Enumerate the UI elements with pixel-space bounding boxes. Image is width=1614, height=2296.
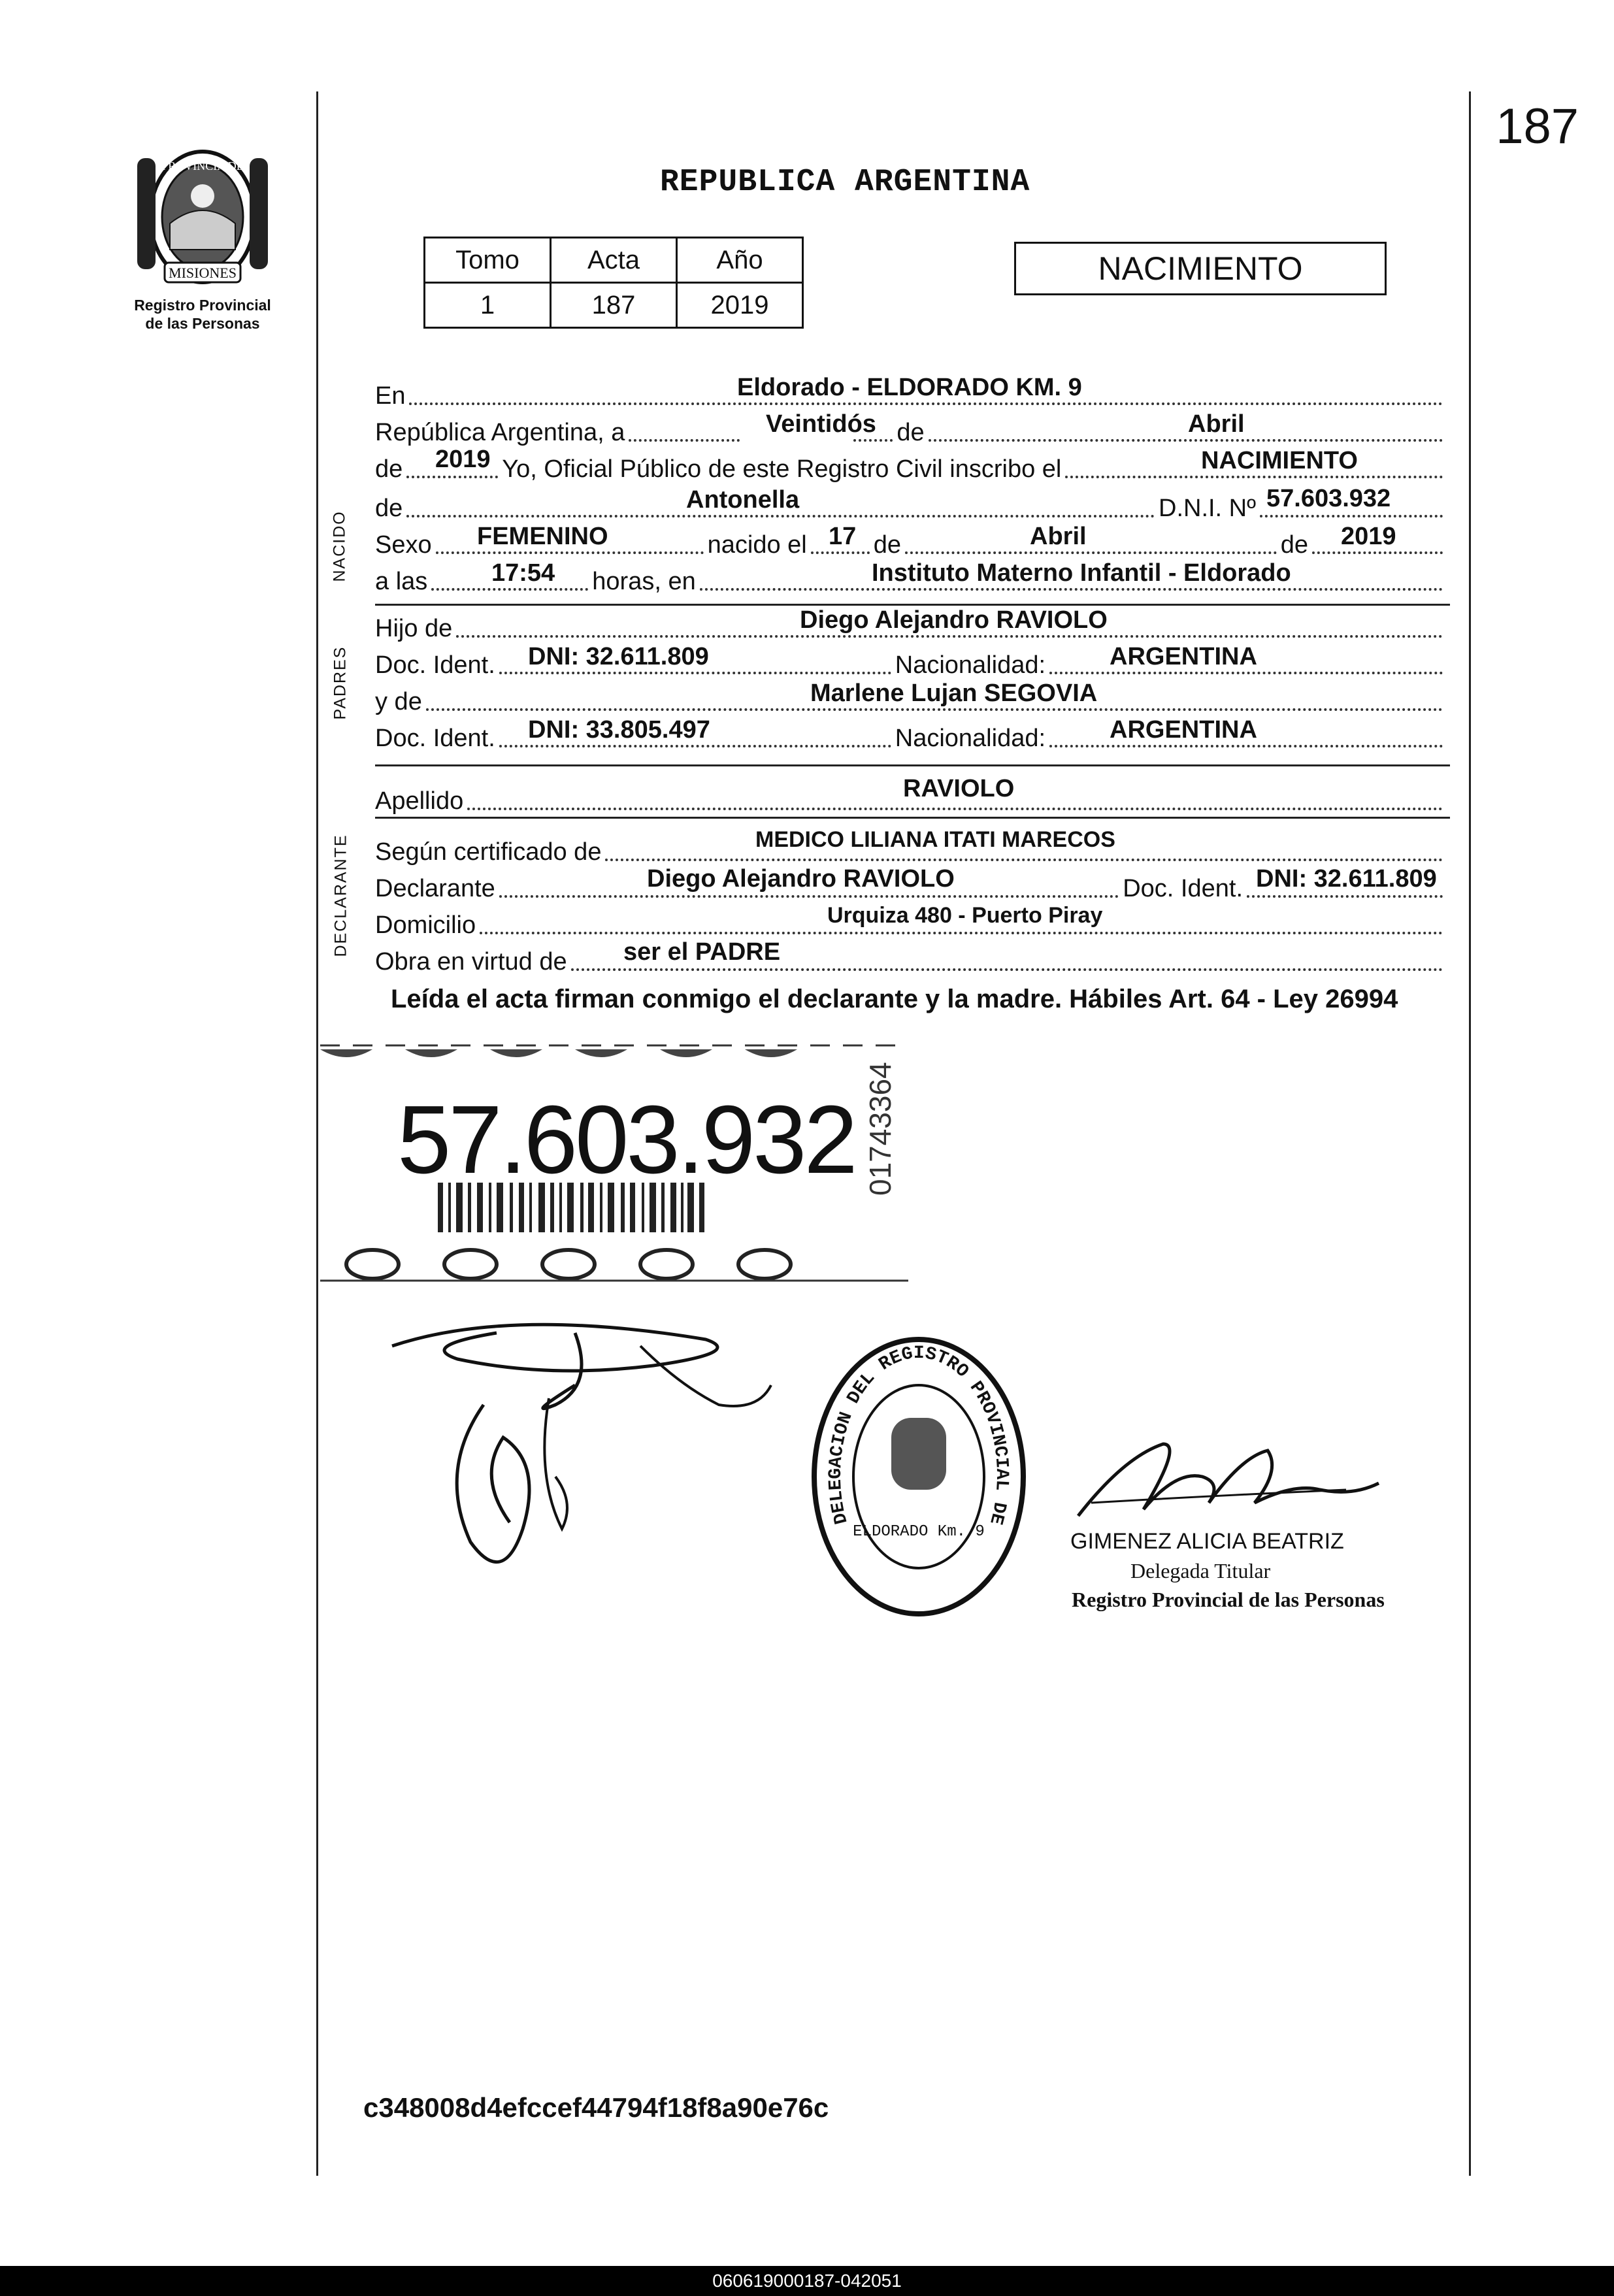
field-certificado: MEDICO LILIANA ITATI MARECOS — [755, 827, 1115, 852]
acta-table — [423, 237, 804, 329]
field-decl-doc: DNI: 32.611.809 — [1256, 865, 1437, 893]
field-madre-nac: ARGENTINA — [1110, 716, 1257, 744]
label-nacido: nacido el — [707, 531, 807, 559]
label-yo: Yo, Oficial Público de este Registro Civil inscribo el — [502, 455, 1062, 483]
label-doc: Doc. Ident. — [375, 651, 495, 679]
registry-logo — [111, 145, 294, 333]
acta-value-anio: 2019 — [677, 283, 803, 328]
acta-header-tomo: Tomo — [425, 238, 551, 283]
acta-header-acta: Acta — [551, 238, 677, 283]
label-doc2: Doc. Ident. — [375, 725, 495, 752]
label-nombre: de — [375, 495, 403, 522]
official-name: GIMENEZ ALICIA BEATRIZ — [1070, 1529, 1344, 1554]
sticker-serial: 01743364 — [863, 1062, 897, 1196]
label-de: de — [897, 419, 925, 446]
label-de4: de — [1280, 531, 1308, 559]
label-de3: de — [873, 531, 902, 559]
label-sexo: Sexo — [375, 531, 432, 559]
official-scribble-icon — [1072, 1431, 1385, 1529]
side-label-declarante: DECLARANTE — [331, 834, 350, 957]
label-horas: horas, en — [592, 568, 696, 595]
side-label-nacido: NACIDO — [330, 510, 349, 582]
field-apellido: RAVIOLO — [903, 775, 1015, 802]
nacido-divider — [375, 604, 1450, 606]
footer-barcode-text: 060619000187-042051 — [0, 2266, 1614, 2296]
field-padre: Diego Alejandro RAVIOLO — [800, 606, 1108, 634]
field-anio: 2019 — [435, 446, 491, 473]
acta-value-acta: 187 — [551, 283, 677, 328]
logo-caption-line2: de las Personas — [145, 315, 260, 332]
svg-text:DELEGACION DEL REGISTRO PROVIN: DELEGACION DEL REGISTRO PROVINCIAL DE — [825, 1343, 1012, 1527]
closing-text: Leída el acta firman conmigo el declarante y la madre. Hábiles Art. 64 - Ley 26994 — [391, 985, 1398, 1013]
label-declarante: Declarante — [375, 875, 495, 902]
official-signature — [1072, 1431, 1385, 1529]
field-padre-doc: DNI: 32.611.809 — [528, 643, 709, 670]
dni-sticker-number: 57.603.932 — [397, 1086, 855, 1194]
field-dni: 57.603.932 — [1266, 485, 1391, 512]
apellido-divider — [375, 817, 1450, 819]
row-republica — [375, 416, 1447, 447]
page-number: 187 — [1496, 99, 1579, 154]
declarant-signature — [379, 1307, 784, 1607]
field-nac-dia: 17 — [829, 523, 857, 550]
label-de2: de — [375, 455, 403, 483]
field-mes: Abril — [1188, 410, 1245, 438]
field-tipo: NACIMIENTO — [1201, 447, 1358, 474]
label-nacionalidad: Nacionalidad: — [895, 651, 1046, 679]
acta-value-tomo: 1 — [425, 283, 551, 328]
field-hora: 17:54 — [491, 559, 555, 587]
stamp-icon — [808, 1326, 1030, 1627]
field-lugar: Eldorado - ELDORADO KM. 9 — [737, 374, 1082, 401]
document-hash: c348008d4efccef44794f18f8a90e76c — [363, 2092, 829, 2123]
misiones-seal-icon — [111, 145, 294, 289]
official-title: Delegada Titular — [1130, 1559, 1271, 1583]
label-certificado: Según certificado de — [375, 838, 602, 866]
right-margin-line — [1469, 91, 1471, 2176]
label-dni: D.N.I. Nº — [1159, 495, 1256, 522]
field-sexo: FEMENINO — [477, 523, 608, 550]
left-margin-line — [316, 91, 318, 2176]
field-domicilio: Urquiza 480 - Puerto Piray — [827, 903, 1103, 928]
field-lugar-nac: Instituto Materno Infantil - Eldorado — [872, 559, 1291, 587]
record-type-box: NACIMIENTO — [1014, 242, 1387, 295]
field-obra: ser el PADRE — [623, 938, 781, 966]
label-domicilio: Domicilio — [375, 911, 476, 939]
svg-text:ELDORADO Km. 9: ELDORADO Km. 9 — [853, 1523, 985, 1541]
label-apellido: Apellido — [375, 787, 464, 815]
svg-text:MISIONES: MISIONES — [169, 265, 237, 281]
padres-divider — [375, 764, 1450, 766]
label-hijo: Hijo de — [375, 615, 453, 642]
acta-header-anio: Año — [677, 238, 803, 283]
official-stamp — [808, 1326, 1030, 1627]
label-alas: a las — [375, 568, 428, 595]
side-label-padres: PADRES — [331, 646, 350, 720]
label-yde: y de — [375, 688, 422, 715]
field-padre-nac: ARGENTINA — [1110, 643, 1257, 670]
field-nac-anio: 2019 — [1341, 523, 1396, 550]
row-obra — [375, 945, 1447, 976]
field-nac-mes: Abril — [1030, 523, 1087, 550]
field-dia: Veintidós — [766, 410, 876, 438]
label-decl-doc: Doc. Ident. — [1123, 875, 1243, 902]
label-nacionalidad2: Nacionalidad: — [895, 725, 1046, 752]
signature-scribble-icon — [379, 1307, 784, 1607]
field-declarante: Diego Alejandro RAVIOLO — [647, 865, 955, 893]
field-nombre: Antonella — [686, 486, 800, 514]
svg-text:PROVINCIA DE: PROVINCIA DE — [161, 159, 244, 172]
page-title: REPUBLICA ARGENTINA — [660, 165, 1030, 200]
official-office: Registro Provincial de las Personas — [1072, 1588, 1385, 1611]
field-madre-doc: DNI: 33.805.497 — [528, 716, 710, 744]
label-obra: Obra en virtud de — [375, 948, 567, 976]
label-republica: República Argentina, a — [375, 419, 625, 446]
logo-caption-line1: Registro Provincial — [134, 297, 271, 314]
label-en: En — [375, 382, 406, 410]
field-madre: Marlene Lujan SEGOVIA — [810, 680, 1098, 707]
